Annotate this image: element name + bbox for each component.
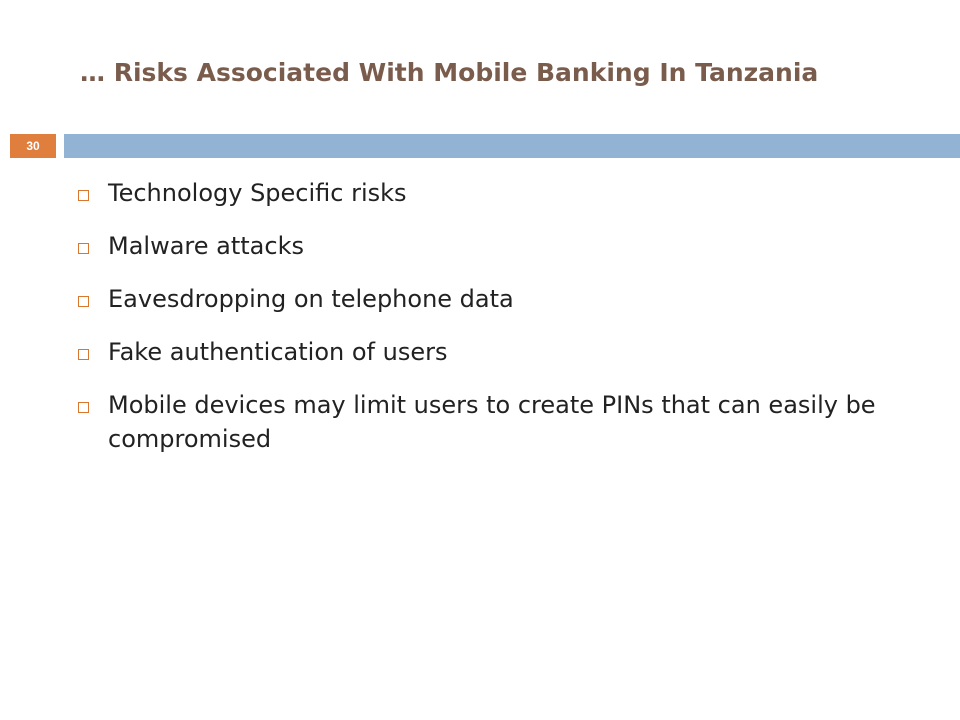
- slide-number: 30: [26, 139, 40, 153]
- hollow-square-icon: [78, 349, 89, 360]
- header-accent-bar: [64, 134, 960, 158]
- bullet-text: Mobile devices may limit users to create PINs that can easily be compromised: [108, 391, 876, 453]
- bullet-item: [76, 229, 916, 263]
- hollow-square-icon: [78, 402, 89, 413]
- slide-title: … Risks Associated With Mobile Banking In Tanzania: [80, 58, 819, 87]
- hollow-square-icon: [78, 296, 89, 307]
- bullet-item: [76, 335, 916, 369]
- bullet-text: Eavesdropping on telephone data: [108, 285, 514, 313]
- slide-number-badge: [10, 134, 56, 158]
- bullet-text: Fake authentication of users: [108, 338, 448, 366]
- bullet-list: [76, 176, 916, 475]
- hollow-square-icon: [78, 190, 89, 201]
- bullet-text: Malware attacks: [108, 232, 304, 260]
- bullet-item: [76, 282, 916, 316]
- bullet-item: [76, 176, 916, 210]
- hollow-square-icon: [78, 243, 89, 254]
- bullet-text: Technology Specific risks: [108, 179, 407, 207]
- bullet-item: [76, 388, 916, 456]
